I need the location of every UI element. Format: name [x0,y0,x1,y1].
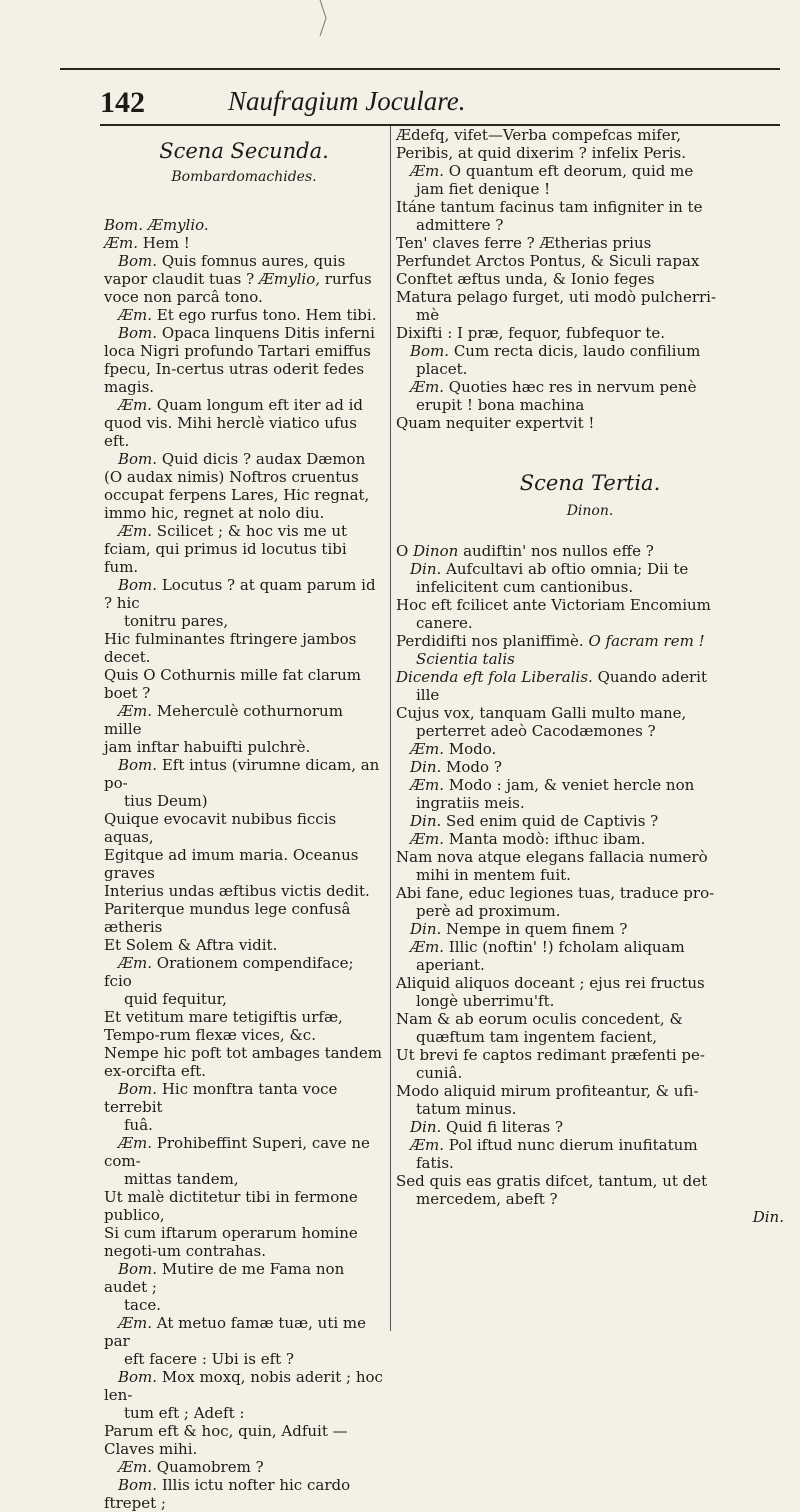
speaker-label: Æm. [410,776,445,794]
verse-line: Parum eft & hoc, quin, Adfuit — Claves mihi. [104,1422,348,1458]
speech-line: Bom. Mutire de me Fama non audet ; tace. [104,1260,345,1314]
scene-title: Scena Tertia. [519,471,661,495]
speech-line: Æm. Quam longum eft iter ad id quod vis. Mihi herclè viatico ufus eft. [104,396,364,450]
verse-line: Pariterque mundus lege confusâ ætheris [104,900,351,936]
speaker-label: Æm. [118,954,153,972]
speaker-label: Bom. [118,576,158,594]
speaker-label: Æm. [118,1134,153,1152]
speech-line: O Dinon audiftin' nos nullos effe ? [396,542,654,560]
speech-line: Æm. Prohibeffint Superi, cave ne com- mittas tandem, [104,1134,370,1188]
speaker-label: Bom. [118,1080,158,1098]
dramatis-personae: Bombardomachides. [171,169,317,185]
verse-line: Ædefq, vifet—Verba compefcas mifer, [396,126,681,144]
speaker-label: Æm. [410,740,445,758]
speech-line: Bom. Cum recta dicis, laudo confilium placet. [410,342,701,378]
verse-line: Si cum iftarum operarum homine negoti-um contrahas. [104,1224,358,1260]
verse-line: Dicenda eft fola Liberalis. Quando aderit ille [396,668,707,704]
speech-line: Æm. Et ego rurfus tono. Hem tibi. [118,306,377,324]
verse-line: Itáne tantum facinus tam infigniter in te admittere ? [396,198,703,234]
speaker-label: Bom. [118,1476,158,1494]
speaker-label: Æm. [410,830,445,848]
verse-line: Perfundet Arctos Pontus, & Siculi rapax [396,252,700,270]
speaker-label: Bom. [118,324,158,342]
speaker-label: Bom. [104,216,144,234]
speaker-label: Æm. [410,162,445,180]
speech-line: Æm. Meherculè cothurnorum mille jam inftar habuifti pulchrè. [104,702,343,756]
speech-line: Æm. Manta modò: ifthuc ibam. [410,830,646,848]
speaker-label: Bom. [118,1368,158,1386]
speech-line: Bom. Æmylio. [104,216,209,234]
column-divider [390,126,391,1331]
verse-line: Modo aliquid mirum profiteantur, & ufi- tatum minus. [396,1082,699,1118]
speech-line: Din. Nempe in quem finem ? [410,920,628,938]
speech-line: Æm. Scilicet ; & hoc vis me ut fciam, qui primus id locutus tibi fum. [104,522,348,576]
scene-title: Scena Secunda. [159,139,329,163]
speech-line: Æm. Modo. [410,740,497,758]
speaker-label: Bom. [118,756,158,774]
binding-fold-mark [318,0,328,36]
verse-line: Sed quis eas gratis difcet, tantum, ut det mercedem, abeft ? [396,1172,708,1208]
verse-line: Ut brevi fe captos redimant præfenti pe- cuniâ. [396,1046,705,1082]
speech-line: Bom. Eft intus (virumne dicam, an po- tius Deum) [104,756,380,810]
verse-line: Nam & ab eorum oculis concedent, & quæftum tam ingentem facient, [396,1010,683,1046]
header-top-rule [60,68,780,70]
speaker-label: Æm. [410,378,445,396]
speaker-label: Æm. [104,234,139,252]
speech-line: Æm. Pol iftud nunc dierum inufitatum fatis. [410,1136,698,1172]
speech-line: Æm. O quantum eft deorum, quid me jam fiet denique ! [410,162,694,198]
speech-line: Bom. Illis ictu nofter hic cardo ftrepet ; [104,1476,351,1512]
verse-line: Peribis, at quid dixerim ? infelix Peris. [396,144,687,162]
verse-line: Egitque ad imum maria. Oceanus graves [104,846,359,882]
speaker-label: Æm. [410,1136,445,1154]
verse-line: Quis O Cothurnis mille fat clarum boet ? [104,666,361,702]
speech-line: Din. Sed enim quid de Captivis ? [410,812,659,830]
speaker-label: Din. [410,812,442,830]
speaker-label: Din. [410,560,442,578]
page-number: 142 [100,86,145,119]
speech-line: Bom. Locutus ? at quam parum id ? hic tonitru pares, [104,576,376,630]
running-title: Naufragium Joculare. [228,86,466,116]
speech-line: Æm. Quamobrem ? [118,1458,264,1476]
speech-line: Din. Aufcultavi ab oftio omnia; Dii te infelicitent cum cantionibus. [410,560,689,596]
speech-line: Bom. Mox moxq, nobis aderit ; hoc len- tum eft ; Adeft : [104,1368,383,1422]
verse-line: Nam nova atque elegans fallacia numerò mihi in mentem fuit. [396,848,708,884]
speech-line: Din. Modo ? [410,758,502,776]
speech-line: Æm. Quoties hæc res in nervum penè erupit ! bona machina [410,378,697,414]
speech-line: Bom. Quis fomnus aures, quis vapor claudit tuas ? Æmylio, rurfus voce non parcâ tono. [104,252,372,306]
verse-line: Quam nequiter expertvit ! [396,414,595,432]
verse-line: Abi fane, educ legiones tuas, traduce pro- perè ad proximum. [396,884,715,920]
verse-line: Dixifti : I præ, fequor, fubfequor te. [396,324,666,342]
dramatis-personae: Dinon. [566,503,614,519]
speaker-label: Bom. [410,342,450,360]
verse-line: Perdidifti nos planiffimè. O facram rem ! Scientia talis [396,632,705,668]
speaker-label: Din. [410,758,442,776]
speech-line: Bom. Quid dicis ? audax Dæmon (O audax nimis) Noftros cruentus occupat ferpens Lares, Hic regnat, immo hic, regnet at nolo diu. [104,450,370,522]
speech-line: Bom. Opaca linquens Ditis inferni loca Nigri profundo Tartari emiffus fpecu, In-certus utras oderit fedes magis. [104,324,375,396]
speech-line: Bom. Hic monftra tanta voce terrebit fuâ. [104,1080,338,1134]
left-column [104,126,384,1512]
speaker-label: Æm. [118,702,153,720]
speaker-label: Æm. [118,522,153,540]
verse-line: Hic fulminantes ftringere jambos decet. [104,630,357,666]
speech-line: Æm. At metuo famæ tuæ, uti me par eft facere : Ubi is eft ? [104,1314,367,1368]
verse-line: Et Solem & Aftra vidit. [104,936,278,954]
verse-line: Interius undas æftibus victis dedit. [104,882,370,900]
speaker-label: Din. [410,1118,442,1136]
speaker-label: Æm. [118,306,153,324]
speech-line: Æm. Orationem compendiface; fcio quid fequitur, [104,954,354,1008]
verse-line: Ut malè dictitetur tibi in fermone publico, [104,1188,358,1224]
speaker-label: Æm. [118,1458,153,1476]
speaker-label: Bom. [118,1260,158,1278]
speaker-label: Æm. [118,1314,153,1332]
verse-line: Hoc eft fcilicet ante Victoriam Encomium canere. [396,596,711,632]
catchword: Din. [752,1208,784,1226]
verse-line: Aliquid aliquos doceant ; ejus rei fructus longè uberrimu'ft. [396,974,705,1010]
speaker-label: Bom. [118,252,158,270]
speech-line: Æm. Modo : jam, & veniet hercle non ingratiis meis. [410,776,695,812]
verse-line: Ten' claves ferre ? Ætherias prius [396,234,652,252]
verse-line: Matura pelago furget, uti modò pulcherri- mè [396,288,717,324]
speaker-label: Bom. [118,450,158,468]
speaker-label: Din. [410,920,442,938]
right-column [396,126,784,1226]
speech-line: Din. Quid fi literas ? [410,1118,564,1136]
speech-line: Æm. Hem ! [104,234,190,252]
verse-line: Quique evocavit nubibus ficcis aquas, [104,810,337,846]
verse-line: Nempe hic poft tot ambages tandem ex-orcifta eft. [104,1044,382,1080]
speaker-label: Æm. [410,938,445,956]
running-header [100,76,780,122]
speaker-label: Æm. [118,396,153,414]
verse-line: Cujus vox, tanquam Galli multo mane, perterret adeò Cacodæmones ? [396,704,687,740]
verse-line: Et vetitum mare tetigiftis urfæ, Tempo-rum flexæ vices, &c. [104,1008,343,1044]
verse-line: Conftet æftus unda, & Ionio feges [396,270,655,288]
speech-line: Æm. Illic (noftin' !) fcholam aliquam aperiant. [410,938,685,974]
